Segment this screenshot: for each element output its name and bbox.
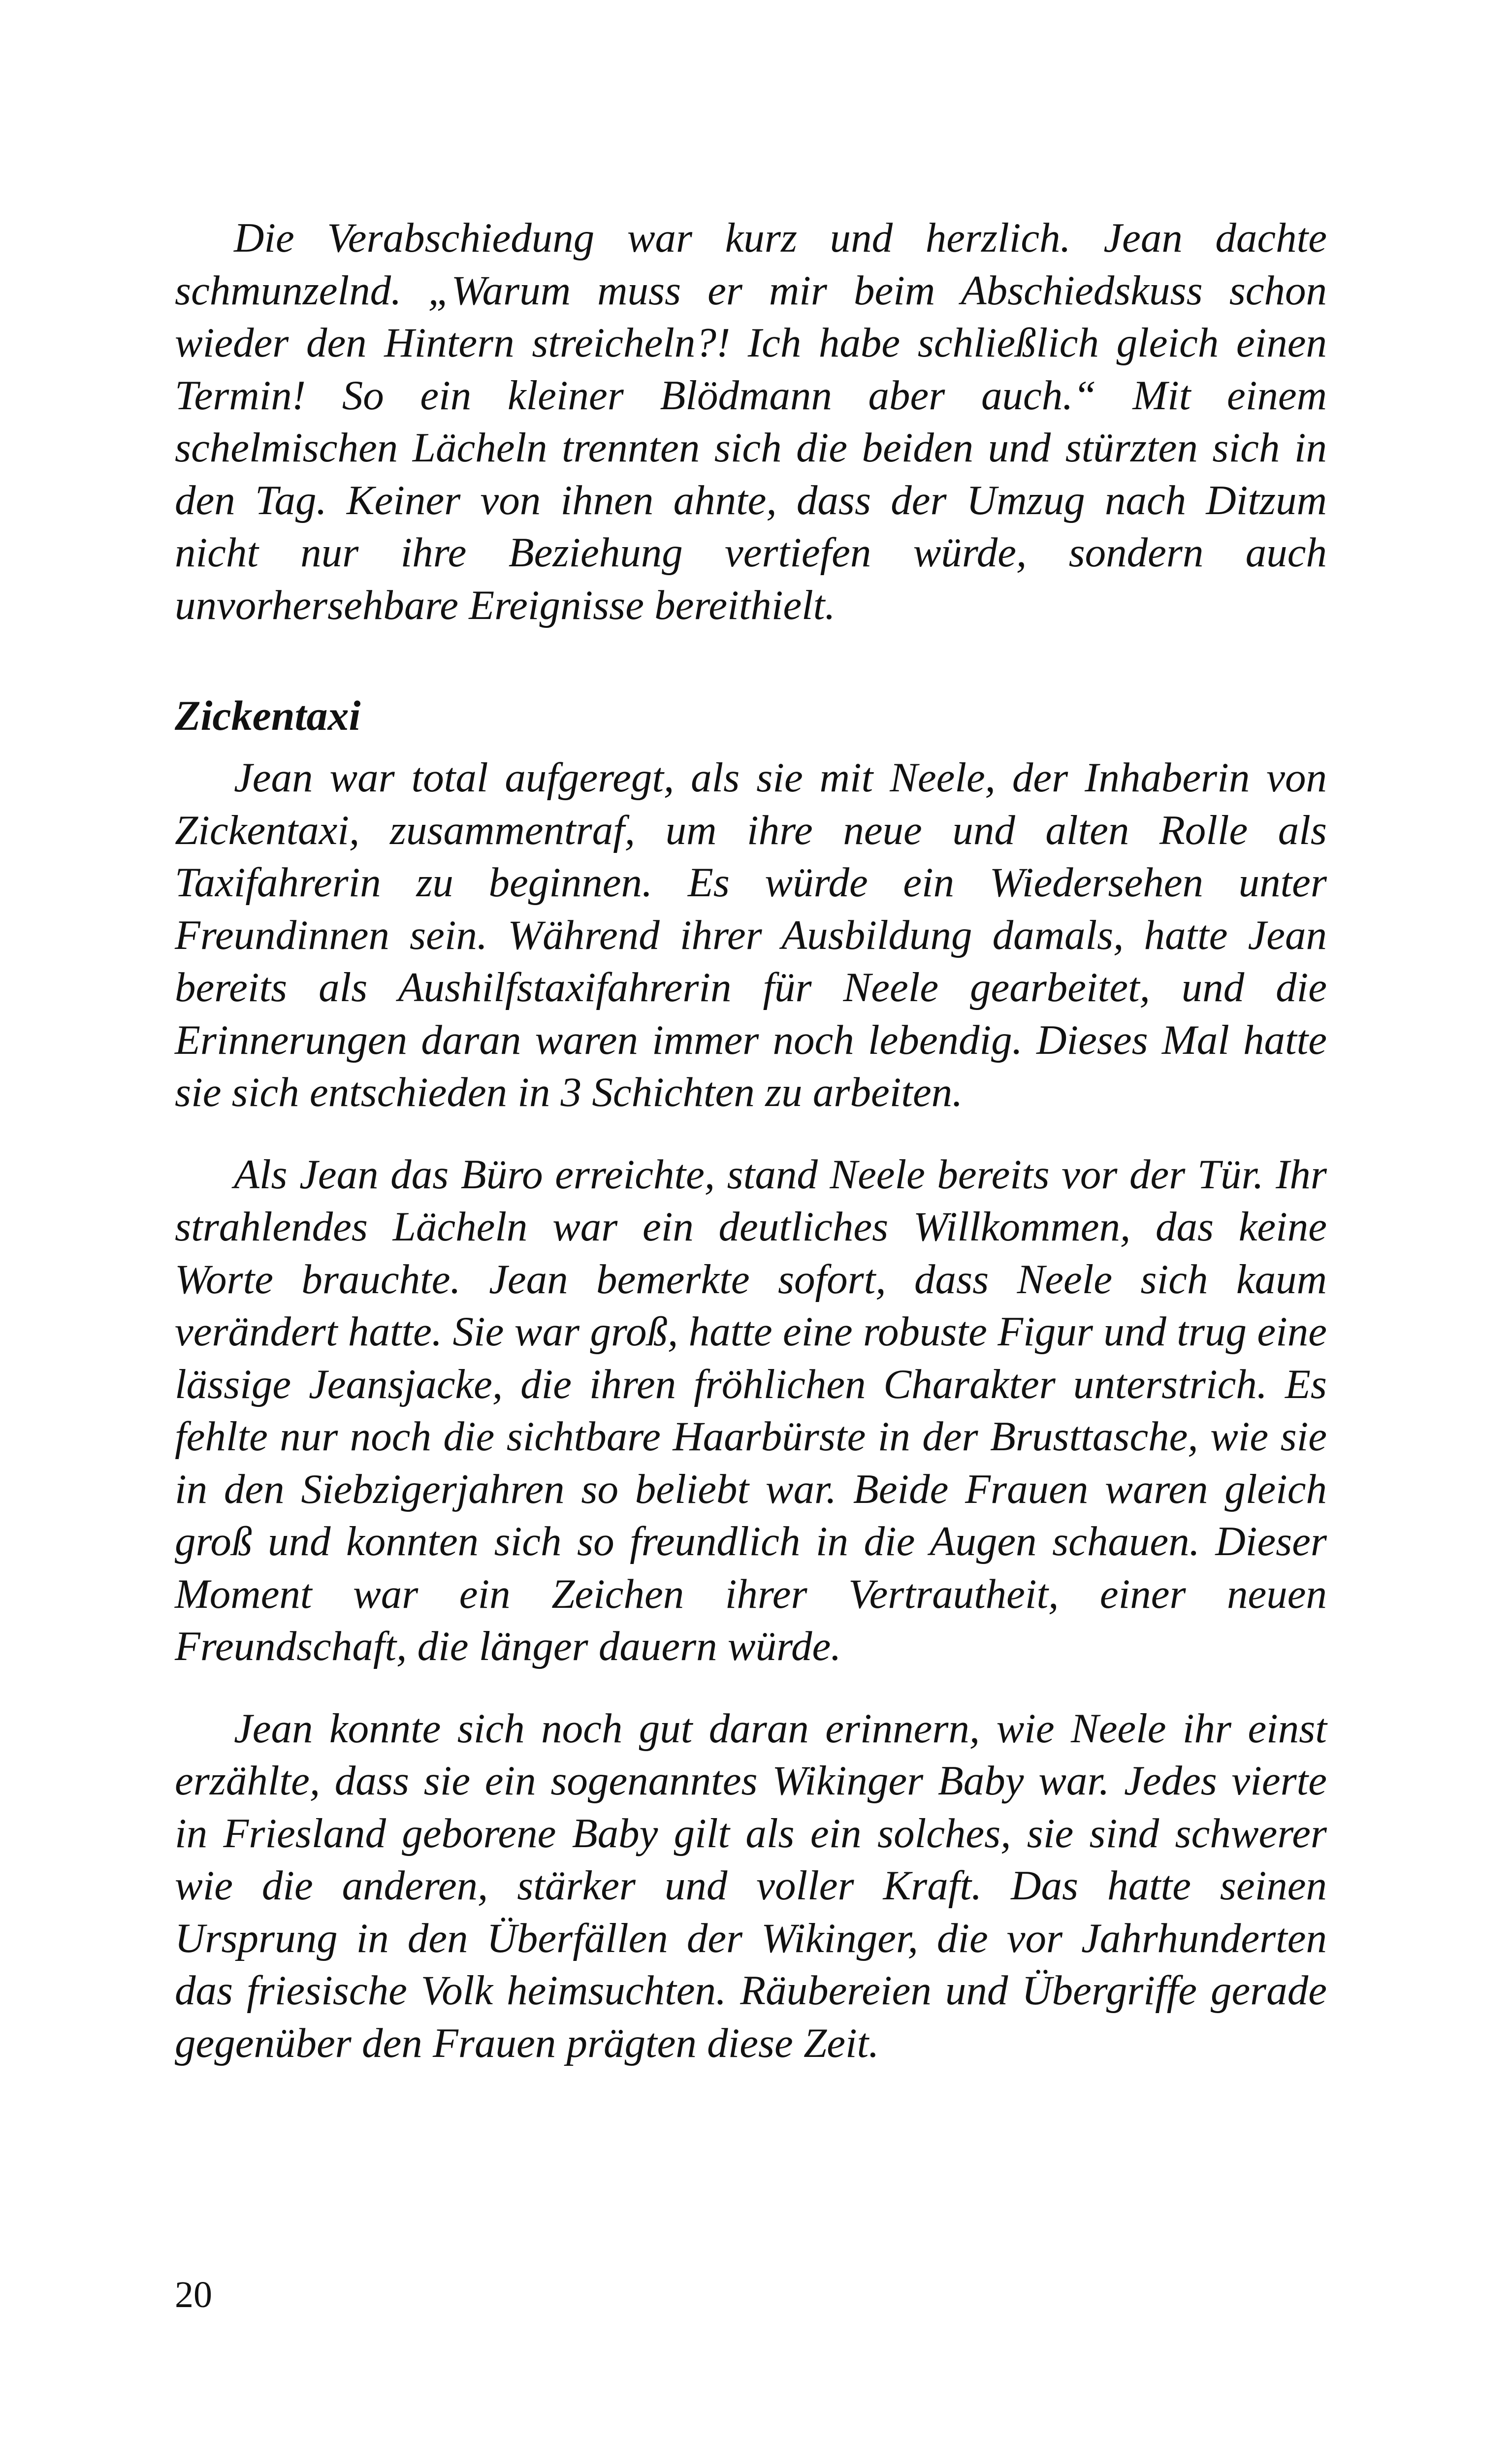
paragraph-office-arrival: Als Jean das Büro erreichte, stand Neele bereits vor der Tür. Ihr strahlendes Lächeln war ein deutliches Willkommen, das keine Worte brauchte. Jean bemerkte sofort, dass Neele sich kaum verändert hatte. Sie war groß, hatte eine robuste Figur und trug eine lässige Jeansjacke, die ihren fröhlichen Charakter unterstrich. Es fehlte nur noch die sichtbare Haarbürste in der Brusttasche, wie sie in den Siebzigerjahren so beliebt war. Beide Frauen waren gleich groß und konnten sich so freundlich in die Augen schauen. Dieser Moment war ein Zeichen ihrer Vertrautheit, einer neuen Freundschaft, die länger dauern würde.	[175, 1151, 1327, 1669]
paragraph-farewell: Die Verabschiedung war kurz und herzlich. Jean dachte schmunzelnd. „Warum muss er mir beim Abschiedskuss schon wieder den Hintern streicheln?! Ich habe schließlich gleich einen Termin! So ein kleiner Blödmann aber auch.“ Mit einem schelmischen Lächeln trennten sich die beiden und stürzten sich in den Tag. Keiner von ihnen ahnte, dass der Umzug nach Ditzum nicht nur ihre Beziehung vertiefen würde, sondern auch unvorhersehbare Ereignisse bereithielt.	[175, 215, 1327, 628]
page-body	[175, 212, 1327, 2069]
section-heading: Zickentaxi	[175, 692, 361, 739]
paragraph-viking-baby: Jean konnte sich noch gut daran erinnern, wie Neele ihr einst erzählte, dass sie ein sogenanntes Wikinger Baby war. Jedes vierte in Friesland geborene Baby gilt als ein solches, sie sind schwerer wie die anderen, stärker und voller Kraft. Das hatte seinen Ursprung in den Überfällen der Wikinger, die vor Jahrhunderten das friesische Volk heimsuchten. Räubereien und Übergriffe gerade gegenüber den Frauen prägten diese Zeit.	[175, 1705, 1327, 2066]
page-number: 20	[175, 2274, 212, 2315]
paragraph-meeting-neele: Jean war total aufgeregt, als sie mit Neele, der Inhaberin von Zickentaxi, zusammentraf, um ihre neue und alten Rolle als Taxifahrerin zu beginnen. Es würde ein Wiedersehen unter Freundinnen sein. Während ihrer Ausbildung damals, hatte Jean bereits als Aushilfstaxifahrerin für Neele gearbeitet, und die Erinnerungen daran waren immer noch lebendig. Dieses Mal hatte sie sich entschieden in 3 Schichten zu arbeiten.	[175, 754, 1327, 1115]
